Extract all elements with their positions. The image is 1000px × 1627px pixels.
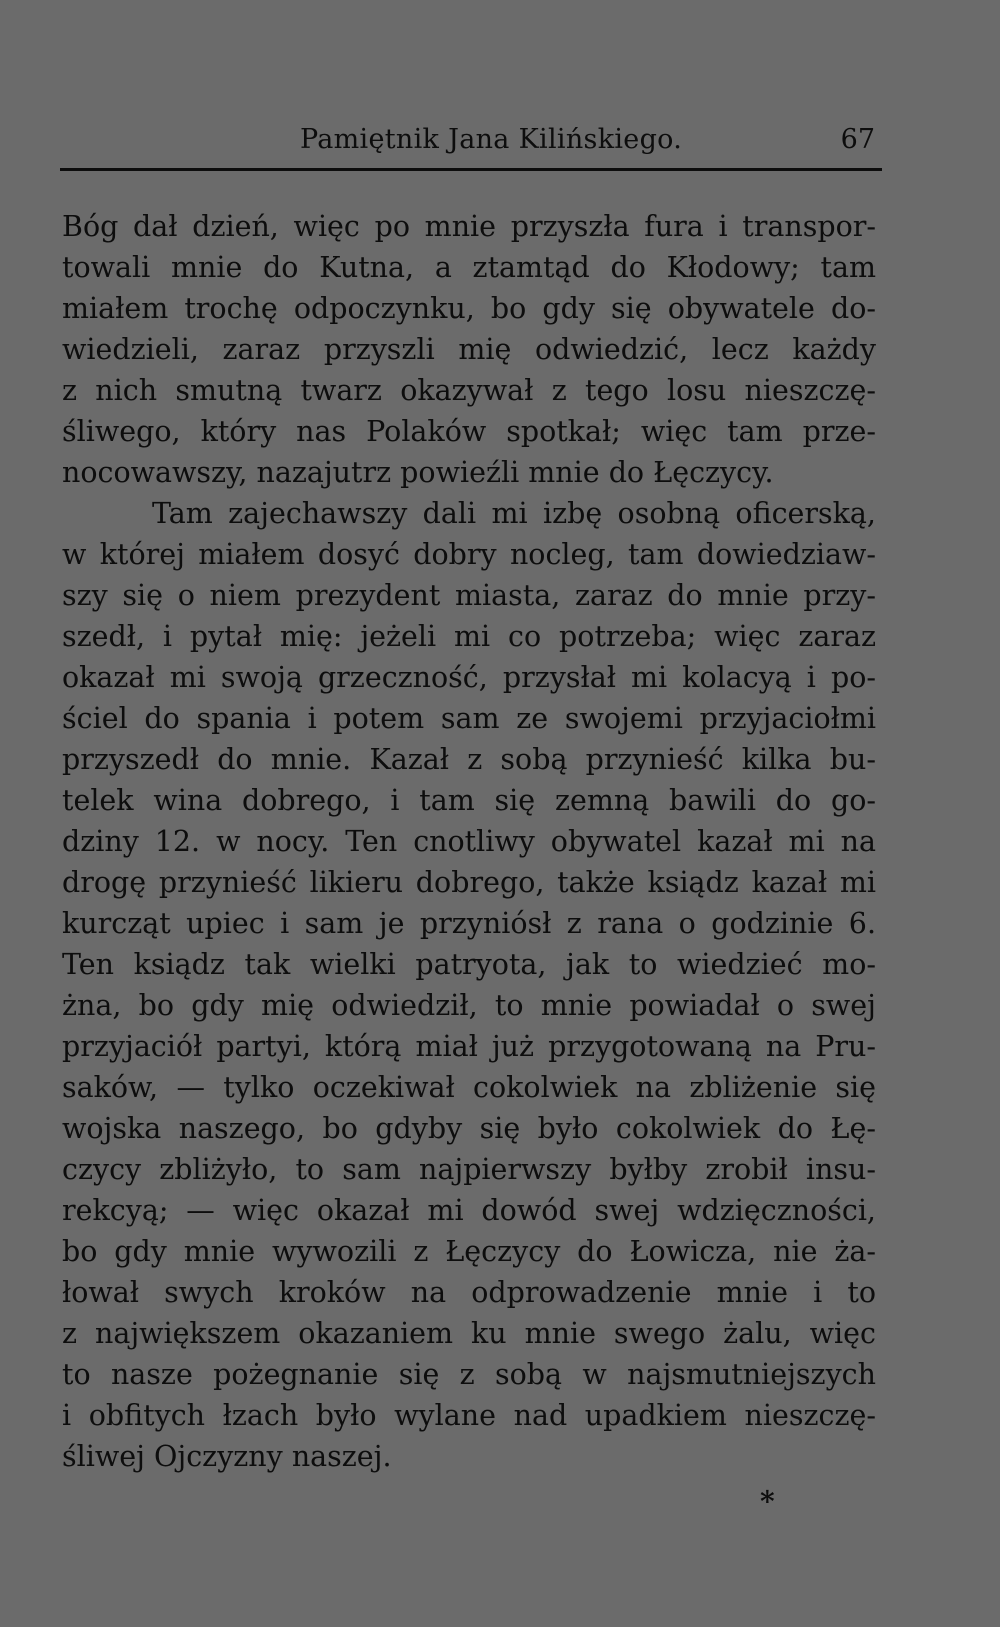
text-line: towali mnie do Kutna, a ztamtąd do Kłodowy; tam xyxy=(62,251,876,284)
text-line: przyjaciół partyi, którą miał już przygotowaną na Pru- xyxy=(62,1030,876,1063)
text-line: i obfitych łzach było wylane nad upadkiem nieszczę- xyxy=(62,1399,876,1432)
body-text xyxy=(62,206,876,1477)
text-line: przyszedł do mnie. Kazał z sobą przynieść kilka bu- xyxy=(62,743,876,776)
text-line: szy się o niem prezydent miasta, zaraz do mnie przy- xyxy=(62,579,876,612)
page-number: 67 xyxy=(840,124,875,155)
text-line: kurcząt upiec i sam je przyniósł z rana o godzinie 6. xyxy=(62,907,876,940)
text-line: z nich smutną twarz okazywał z tego losu nieszczę- xyxy=(62,374,876,407)
header-rule xyxy=(60,168,882,171)
text-line: w której miałem dosyć dobry nocleg, tam dowiedziaw- xyxy=(62,538,876,571)
text-line: saków, — tylko oczekiwał cokolwiek na zbliżenie się xyxy=(62,1071,876,1104)
text-line: nocowawszy, nazajutrz powieźli mnie do Łęczycy. xyxy=(62,456,774,489)
running-title: Pamiętnik Jana Kilińskiego. xyxy=(300,124,683,155)
text-line: rekcyą; — więc okazał mi dowód swej wdzięczności, xyxy=(62,1194,876,1227)
text-line: to nasze pożegnanie się z sobą w najsmutniejszych xyxy=(62,1358,876,1391)
text-line: śliwego, który nas Polaków spotkał; więc tam prze- xyxy=(62,415,876,448)
text-line: Ten ksiądz tak wielki patryota, jak to wiedzieć mo- xyxy=(62,948,876,981)
text-line: dziny 12. w nocy. Ten cnotliwy obywatel kazał mi na xyxy=(62,825,876,858)
text-line: telek wina dobrego, i tam się zemną bawili do go- xyxy=(62,784,876,817)
text-line: miałem trochę odpoczynku, bo gdy się obywatele do- xyxy=(62,292,876,325)
text-line: ściel do spania i potem sam ze swojemi przyjaciołmi xyxy=(62,702,876,735)
text-line: Bóg dał dzień, więc po mnie przyszła fura i transpor- xyxy=(62,210,876,243)
text-line: bo gdy mnie wywozili z Łęczycy do Łowicza, nie ża- xyxy=(62,1235,876,1268)
text-line: śliwej Ojczyzny naszej. xyxy=(62,1440,392,1473)
running-head xyxy=(60,124,875,160)
section-mark: * xyxy=(760,1485,775,1518)
text-line: drogę przynieść likieru dobrego, także ksiądz kazał mi xyxy=(62,866,876,899)
text-line: okazał mi swoją grzeczność, przysłał mi kolacyą i po- xyxy=(62,661,876,694)
text-line: czycy zbliżyło, to sam najpierwszy byłby zrobił insu- xyxy=(62,1153,876,1186)
text-line: szedł, i pytał mię: jeżeli mi co potrzeba; więc zaraz xyxy=(62,620,876,653)
text-line: żna, bo gdy mię odwiedził, to mnie powiadał o swej xyxy=(62,989,876,1022)
text-line: wiedzieli, zaraz przyszli mię odwiedzić, lecz każdy xyxy=(62,333,876,366)
text-line: Tam zajechawszy dali mi izbę osobną oficerską, xyxy=(152,497,876,530)
text-line: z największem okazaniem ku mnie swego żalu, więc xyxy=(62,1317,876,1350)
text-line: wojska naszego, bo gdyby się było cokolwiek do Łę- xyxy=(62,1112,876,1145)
text-line: łował swych kroków na odprowadzenie mnie i to xyxy=(62,1276,876,1309)
